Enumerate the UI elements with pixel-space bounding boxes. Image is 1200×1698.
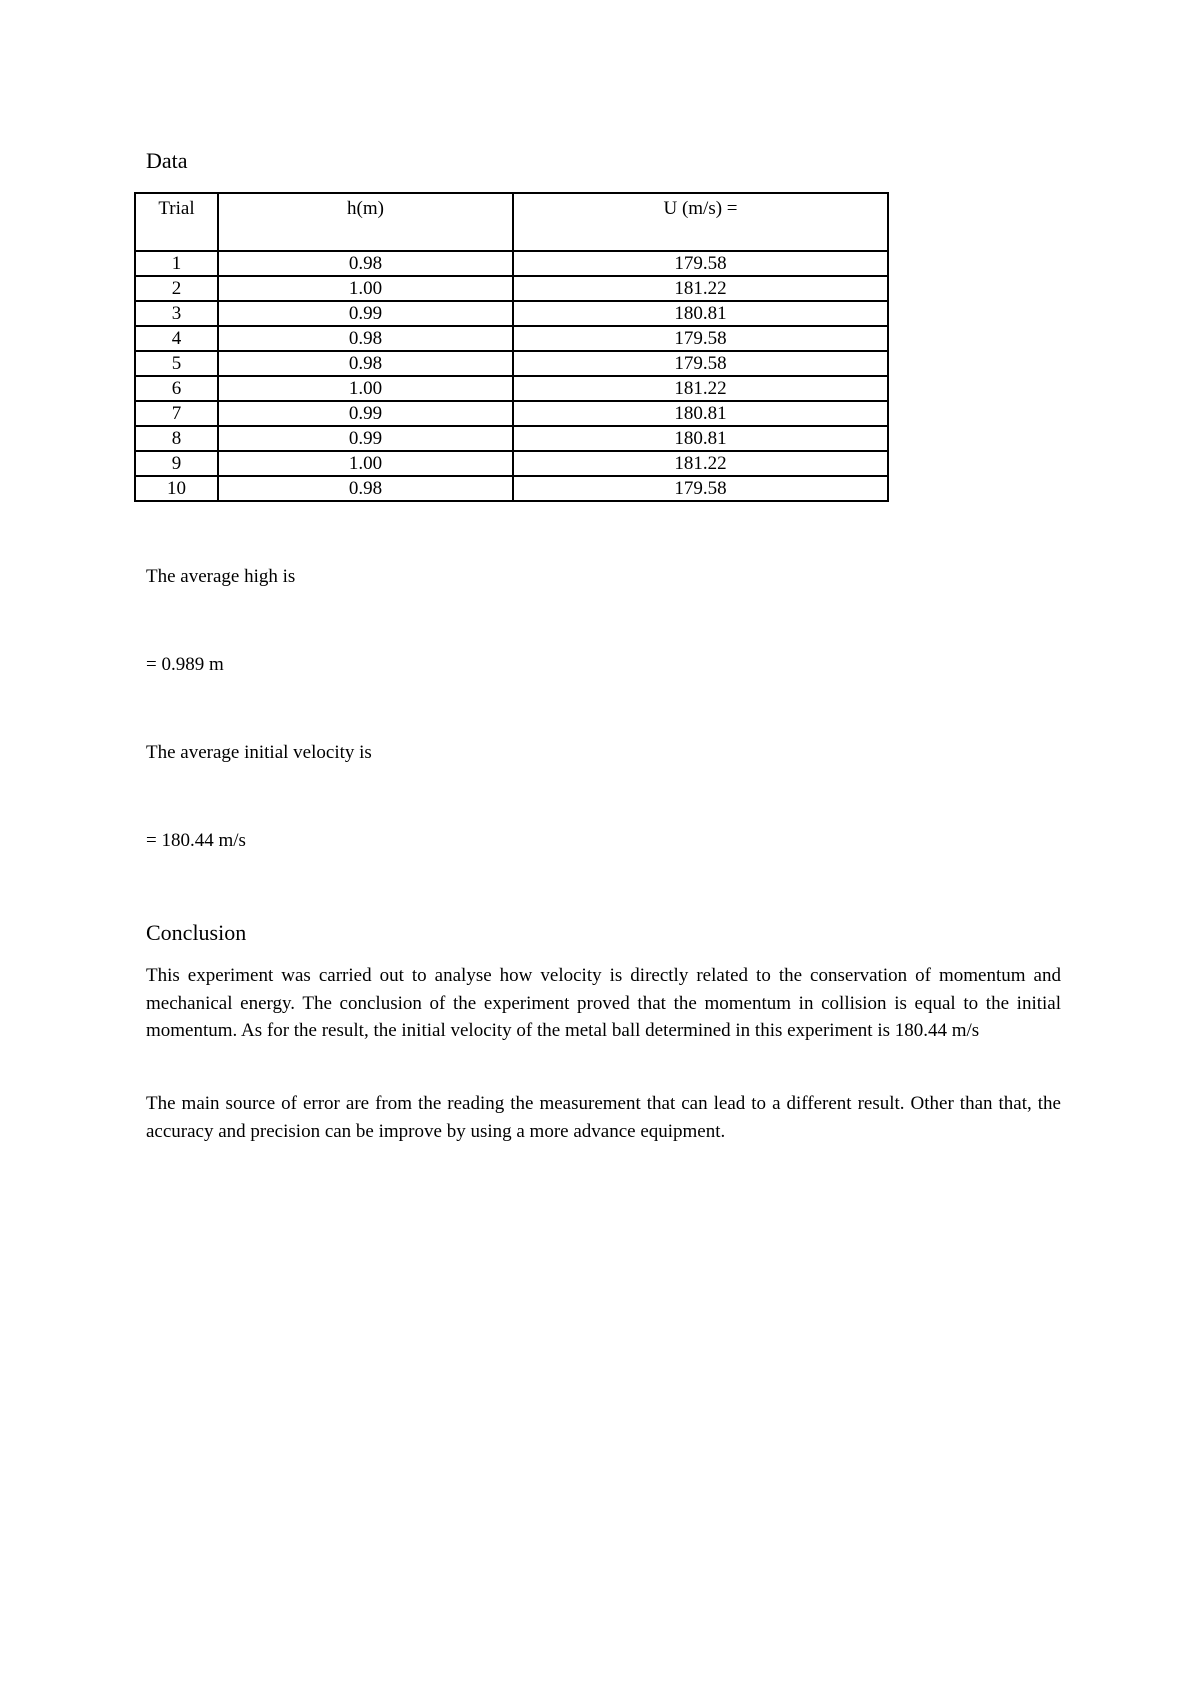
header-velocity: U (m/s) =: [513, 193, 888, 251]
conclusion-paragraph-1: This experiment was carried out to analyse how velocity is directly related to the conservation of momentum and mechanical energy. The conclusion of the experiment proved that the momentum in collision is equal to the initial momentum. As for the result, the initial velocity of the metal ball determined in this experiment is 180.44 m/s: [146, 965, 1061, 1041]
table-row: [135, 301, 888, 326]
average-velocity-value: = 180.44 m/s: [146, 830, 246, 851]
cell-trial: 6: [135, 376, 218, 401]
cell-height: 0.98: [218, 251, 513, 276]
table-row: [135, 351, 888, 376]
cell-velocity: 180.81: [513, 301, 888, 326]
cell-trial: 5: [135, 351, 218, 376]
cell-height: 1.00: [218, 376, 513, 401]
cell-velocity: 179.58: [513, 351, 888, 376]
table-row: [135, 326, 888, 351]
cell-velocity: 179.58: [513, 326, 888, 351]
header-trial: Trial: [135, 193, 218, 251]
cell-velocity: 180.81: [513, 401, 888, 426]
cell-height: 1.00: [218, 451, 513, 476]
cell-trial: 8: [135, 426, 218, 451]
table-body: [135, 251, 888, 501]
average-height-label: The average high is: [146, 566, 296, 587]
cell-velocity: 181.22: [513, 451, 888, 476]
data-table: [134, 192, 889, 502]
cell-trial: 7: [135, 401, 218, 426]
cell-height: 0.98: [218, 476, 513, 501]
table-row: [135, 401, 888, 426]
cell-trial: 1: [135, 251, 218, 276]
average-height-value: = 0.989 m: [146, 654, 224, 675]
header-height: h(m): [218, 193, 513, 251]
data-heading: Data: [146, 148, 188, 173]
table-row: [135, 276, 888, 301]
cell-trial: 2: [135, 276, 218, 301]
cell-velocity: 180.81: [513, 426, 888, 451]
cell-trial: 9: [135, 451, 218, 476]
cell-trial: 10: [135, 476, 218, 501]
cell-velocity: 179.58: [513, 251, 888, 276]
cell-height: 1.00: [218, 276, 513, 301]
table-row: [135, 376, 888, 401]
cell-trial: 4: [135, 326, 218, 351]
cell-height: 0.99: [218, 301, 513, 326]
cell-velocity: 181.22: [513, 376, 888, 401]
conclusion-paragraph-2: The main source of error are from the reading the measurement that can lead to a different result. Other than that, the accuracy and precision can be improve by using a more advance equipment.: [146, 1093, 1061, 1142]
cell-height: 0.99: [218, 426, 513, 451]
cell-height: 0.98: [218, 326, 513, 351]
cell-velocity: 179.58: [513, 476, 888, 501]
cell-height: 0.99: [218, 401, 513, 426]
cell-velocity: 181.22: [513, 276, 888, 301]
average-velocity-label: The average initial velocity is: [146, 742, 372, 763]
table-row: [135, 476, 888, 501]
table-row: [135, 426, 888, 451]
table-header-row: [135, 193, 888, 251]
cell-height: 0.98: [218, 351, 513, 376]
table-row: [135, 251, 888, 276]
table-row: [135, 451, 888, 476]
cell-trial: 3: [135, 301, 218, 326]
conclusion-heading: Conclusion: [146, 920, 247, 945]
